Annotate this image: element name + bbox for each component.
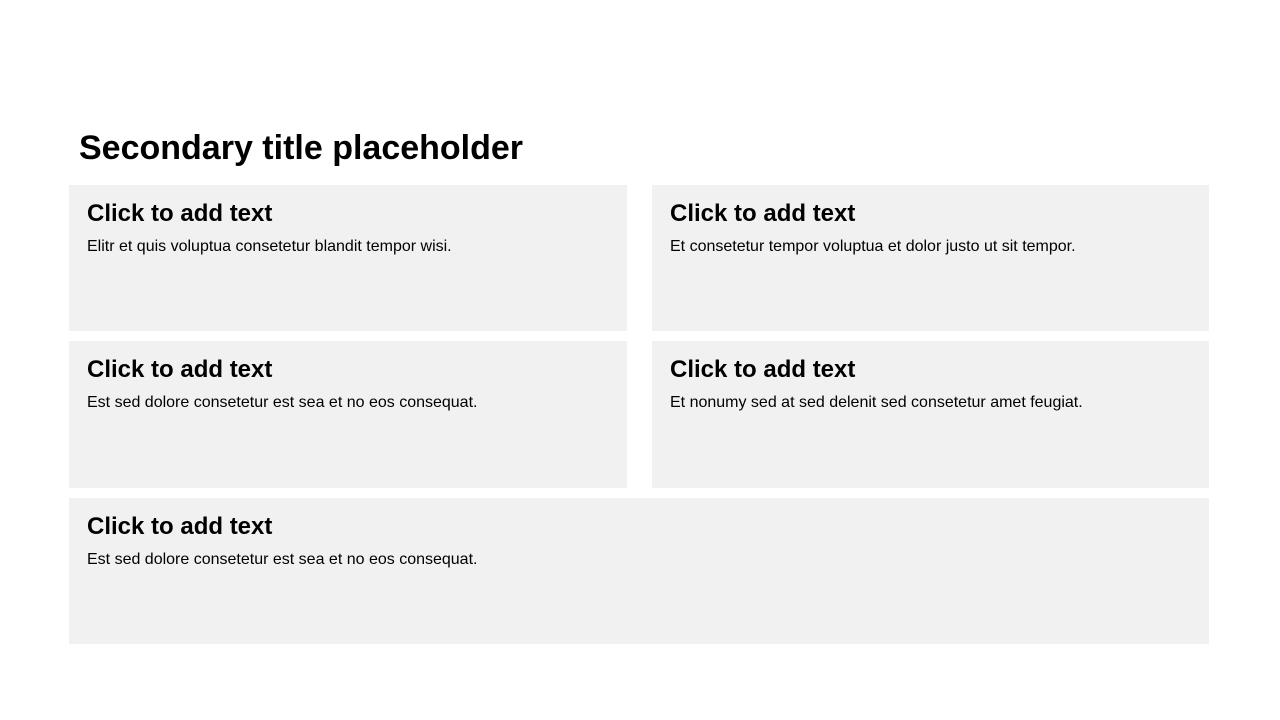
card-body[interactable]: Est sed dolore consetetur est sea et no eos consequat. (87, 394, 478, 411)
card-body[interactable]: Et nonumy sed at sed delenit sed consetetur amet feugiat. (670, 394, 1083, 411)
text-card[interactable] (652, 185, 1209, 331)
card-heading[interactable]: Click to add text (670, 200, 856, 227)
slide-title[interactable]: Secondary title placeholder (79, 129, 524, 167)
card-body[interactable]: Est sed dolore consetetur est sea et no eos consequat. (87, 551, 478, 568)
card-heading[interactable]: Click to add text (87, 200, 273, 227)
card-heading[interactable]: Click to add text (87, 356, 273, 383)
text-card[interactable] (69, 341, 627, 488)
card-heading[interactable]: Click to add text (670, 356, 856, 383)
card-body[interactable]: Elitr et quis voluptua consetetur blandit tempor wisi. (87, 238, 452, 255)
text-card[interactable] (69, 498, 1209, 644)
card-heading[interactable]: Click to add text (87, 513, 273, 540)
text-card[interactable] (652, 341, 1209, 488)
text-card[interactable] (69, 185, 627, 331)
card-body[interactable]: Et consetetur tempor voluptua et dolor justo ut sit tempor. (670, 238, 1076, 255)
